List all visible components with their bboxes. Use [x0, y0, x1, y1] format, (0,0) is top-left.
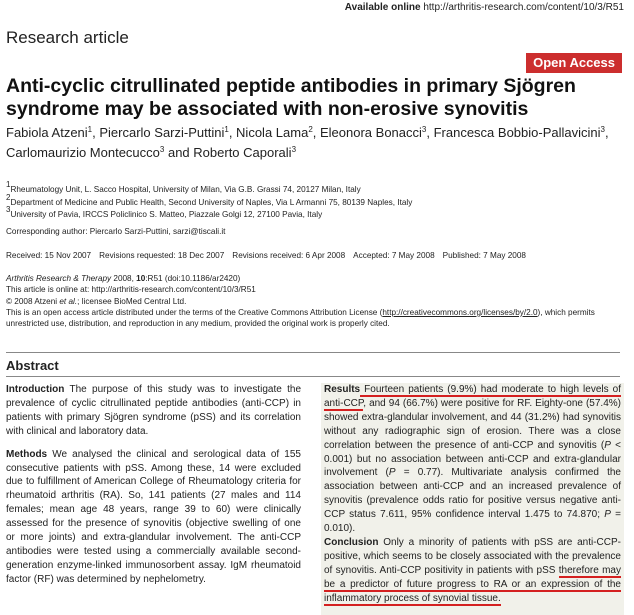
online-line: This article is online at: http://arthritis-research.com/content/10/3/R51: [6, 285, 256, 295]
abstract-right-column: [321, 383, 624, 615]
article-url[interactable]: http://arthritis-research.com/content/10/3/R51: [423, 2, 624, 13]
corresponding-author: Corresponding author: Piercarlo Sarzi-Puttini, sarzi@tiscali.it: [6, 227, 226, 236]
affiliations: [6, 180, 626, 222]
author: Nicola Lama$^2$,: [236, 125, 320, 140]
conclusion-underline: therefore may be a predictor of future progress to RA or an expression of the inflammatory process of synovial tissue.: [324, 564, 621, 604]
copyright-line: © 2008 Atzeni et al.; licensee BioMed Central Ltd.: [6, 296, 187, 306]
date-received: Received: 15 Nov 2007: [6, 251, 92, 260]
author: Fabiola Atzeni$^1$,: [6, 125, 100, 140]
license-statement: This is an open access article distributed under the terms of the Creative Commons Attribution License (http://creativecommons.org/licenses/by/2.0), which permits unrestricted use, distribution, and reproduction in any medium, provided the original work is properly cited.: [6, 307, 595, 329]
author-list: [6, 123, 626, 163]
publication-dates: [6, 251, 534, 260]
author: Piercarlo Sarzi-Puttini$^1$,: [99, 125, 237, 140]
abstract-heading: Abstract: [6, 358, 59, 373]
available-label: Available online: [344, 2, 421, 13]
article-type: Research article: [6, 28, 129, 47]
date-published: Published: 7 May 2008: [442, 251, 526, 260]
abstract-conclusion: Conclusion Only a minority of patients with pSS are anti-CCP-positive, which seems to be closely associated with the prevalence of synovitis. Anti-CCP positivity in patients with pSS therefore may be a predictor of future progress to RA or an expression of the inflammatory process of synovial tissue.: [324, 536, 621, 604]
citation-line: Arthritis Research & Therapy 2008, 10:R51 (doi:10.1186/ar2420): [6, 274, 241, 283]
affiliation: $^3$University of Pavia, IRCCS Policlinico S. Matteo, Piazzale Golgi 12, 27100 Pavia, Italy: [6, 205, 323, 219]
divider: [6, 352, 620, 353]
article-title: Anti-cyclic citrullinated peptide antibodies in primary Sjögren syndrome may be associated with non-erosive synovitis: [6, 75, 576, 120]
date-revisions-requested: Revisions requested: 18 Dec 2007: [99, 251, 225, 260]
date-accepted: Accepted: 7 May 2008: [353, 251, 435, 260]
author: Francesca Bobbio-Pallavicini$^3$,: [433, 125, 609, 140]
abstract-left-column: [6, 383, 301, 596]
availability-line: [345, 2, 624, 13]
affiliation: $^2$Department of Medicine and Public Health, Second University of Naples, Via L Armanni 75, 80139 Naples, Italy: [6, 192, 413, 207]
open-access-badge: Open Access: [526, 53, 622, 73]
abstract-results: Results Fourteen patients (9.9%) had moderate to high levels of anti-CCP, and 94 (66.7%) were positive for RF. Eighty-one (57.4%) showed extra-glandular involvement, and 44 (31.2%) had synovitis without any radiographic sign of erosion. There was a close correlation between the presence of anti-CCP and synovitis (P < 0.001) but no association between anti-CCP and extra-glandular involvement (P = 0.77). Multivariate analysis confirmed the association between anti-CCP and an increased prevalence of synovitis (prevalence odds ratio for positive versus negative anti-CCP status 7.611, 95% confidence interval 1.475 to 74.870; P = 0.010).: [324, 384, 621, 535]
abstract-methods: Methods We analysed the clinical and serological data of 155 consecutive patients with pSS. Among these, 14 were excluded due to fulfillment of American College of Rheumatology criteria for rheumatoid arthritis (RA). So, 141 patients (27 males and 114 females; mean age 48 years, range 39 to 60) were clinically assessed for the presence of synovitis (objective swelling of one or more joints) and extra-glandular involvement. The anti-CCP antibodies were tested using a commercially available second-generation enzyme-linked immunosorbent assay. IgM rheumatoid factor (RF) was determined by nephelometry.: [6, 448, 301, 585]
license-link[interactable]: http://creativecommons.org/licenses/by/2.0: [382, 307, 538, 317]
author: Carlomaurizio Montecucco$^3$ and: [6, 145, 194, 160]
author: Roberto Caporali$^3$: [193, 145, 297, 160]
citation-block: [6, 273, 626, 329]
abstract-introduction: Introduction The purpose of this study was to investigate the prevalence of cyclic citrullinated peptide antibodies (anti-CCP) in patients with primary Sjögren syndrome (pSS) and its correlation with clinical and laboratory data.: [6, 384, 301, 437]
results-underline: Fourteen patients (9.9%) had moderate to high levels of anti-CCP: [324, 384, 621, 409]
date-revisions-received: Revisions received: 6 Apr 2008: [232, 251, 346, 260]
author: Eleonora Bonacci$^3$,: [320, 125, 434, 140]
affiliation: $^1$Rheumatology Unit, L. Sacco Hospital, University of Milan, Via G.B. Grassi 74, 20127 Milan, Italy: [6, 180, 361, 194]
divider: [6, 376, 620, 377]
